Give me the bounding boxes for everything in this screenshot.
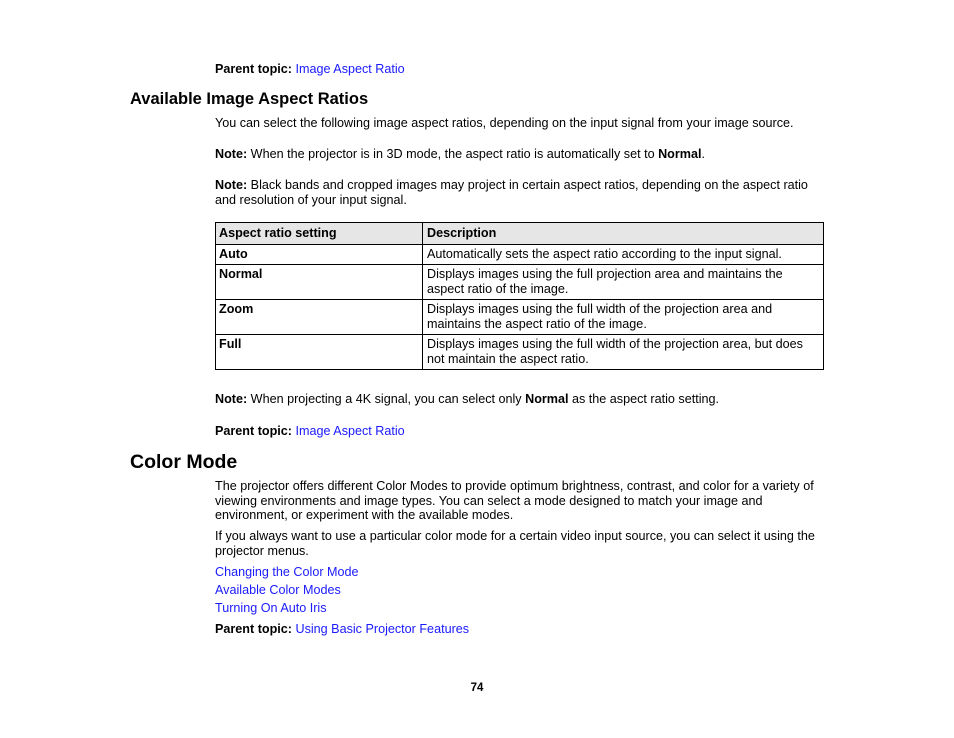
color-mode-menu-paragraph: If you always want to use a particular color mode for a certain video input source, you can select it using the projector menus. [215,529,815,558]
setting-cell: Normal [216,265,423,300]
parent-topic-label: Parent topic: [215,62,292,76]
section-heading-aspect-ratios: Available Image Aspect Ratios [130,90,369,108]
note-text: When the projector is in 3D mode, the aspect ratio is automatically set to [247,147,659,161]
setting-cell: Full [216,335,423,370]
description-cell: Displays images using the full width of the projection area, but does not maintain the aspect ratio. [423,335,824,370]
description-cell: Displays images using the full width of the projection area and maintains the aspect ratio of the image. [423,300,824,335]
description-cell: Displays images using the full projection area and maintains the aspect ratio of the image. [423,265,824,300]
parent-topic-label: Parent topic: [215,622,292,636]
table-header-row [216,223,824,245]
table-row [216,265,824,300]
page-number: 74 [470,682,484,694]
table-row [216,335,824,370]
section2-parent-topic [215,622,825,637]
section1-parent-topic [215,424,825,439]
setting-cell: Auto [216,244,423,265]
parent-topic-link[interactable]: Image Aspect Ratio [295,62,405,76]
parent-topic-link[interactable]: Image Aspect Ratio [295,424,405,438]
column-header-description: Description [423,223,824,245]
link-available-color-modes [215,583,825,598]
link-changing-color-mode [215,565,825,580]
note-text-end: . [701,147,705,161]
note-emphasis: Normal [525,392,569,406]
note-text: When projecting a 4K signal, you can select only [247,392,526,406]
aspect-ratio-table [215,222,824,370]
note-black-bands [215,178,815,207]
link-auto-iris [215,601,825,616]
top-parent-topic [215,62,825,77]
note-3d-mode [215,147,825,162]
section-heading-color-mode: Color Mode [130,451,238,473]
note-label: Note: [215,392,248,406]
available-color-modes-link[interactable]: Available Color Modes [215,583,341,597]
parent-topic-label: Parent topic: [215,424,292,438]
note-emphasis: Normal [658,147,702,161]
table-row [216,300,824,335]
note-4k-signal [215,392,825,407]
intro-paragraph: You can select the following image aspect ratios, depending on the input signal from your image source. [215,116,794,130]
note-text: Black bands and cropped images may project in certain aspect ratios, depending on the aspect ratio and resolution of your input signal. [215,178,808,207]
note-text-end: as the aspect ratio setting. [568,392,720,406]
turning-on-auto-iris-link[interactable]: Turning On Auto Iris [215,601,327,615]
note-label: Note: [215,178,248,192]
column-header-setting: Aspect ratio setting [216,223,423,245]
description-cell: Automatically sets the aspect ratio according to the input signal. [423,244,824,265]
setting-cell: Zoom [216,300,423,335]
parent-topic-link[interactable]: Using Basic Projector Features [295,622,470,636]
table-row [216,244,824,265]
color-mode-paragraph: The projector offers different Color Modes to provide optimum brightness, contrast, and color for a variety of viewing environments and image types. You can select a mode designed to match your image and environment, or experiment with the available modes. [215,479,814,522]
note-label: Note: [215,147,248,161]
changing-color-mode-link[interactable]: Changing the Color Mode [215,565,359,579]
